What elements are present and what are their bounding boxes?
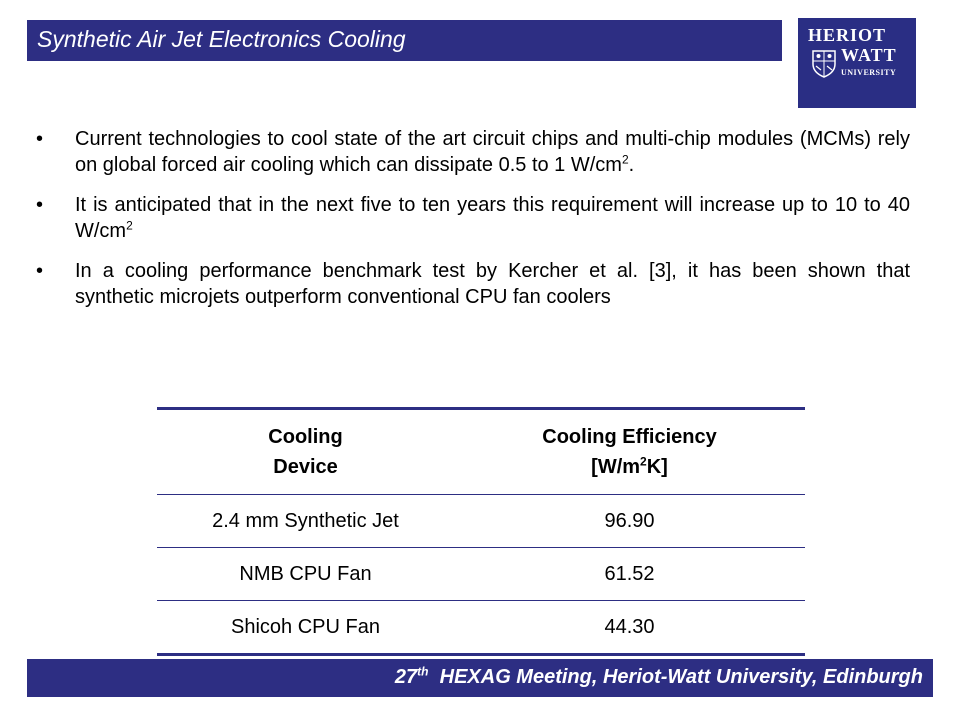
device-cell: 2.4 mm Synthetic Jet — [212, 509, 399, 532]
logo-line-heriot: HERIOT — [808, 25, 887, 45]
title-bar — [27, 20, 782, 61]
table-row — [157, 495, 805, 548]
footer-text: 27th HEXAG Meeting, Heriot-Watt University, Edinburgh — [394, 664, 923, 688]
header-cooling-device: Cooling Device — [268, 426, 343, 478]
bullet-marker: • — [36, 194, 44, 216]
footer-bar — [27, 659, 933, 697]
efficiency-cell: 96.90 — [604, 509, 655, 532]
bullet-marker: • — [36, 260, 44, 282]
cooling-table — [157, 407, 805, 656]
logo-line-watt: WATT — [841, 45, 897, 65]
table-row — [157, 548, 805, 601]
header-cooling-efficiency: Cooling Efficiency $[W/m^2K]$ — [542, 426, 717, 478]
crest-icon — [812, 50, 836, 78]
slide-title: Synthetic Air Jet Electronics Cooling — [37, 26, 406, 52]
bullet-text: In a cooling performance benchmark test by Kercher et al. [3], it has been shown that synthetic microjets outperform conventional CPU fan coolers — [75, 260, 910, 308]
logo-line-university: UNIVERSITY — [841, 68, 897, 77]
bullet-suffix: . — [628, 154, 635, 176]
bullet-item — [32, 192, 910, 244]
bullet-text: Current technologies to cool state of the art circuit chips and multi-chip modules (MCMs) rely on global forced air cooling which can dissipate 0.5 to 1 W/cm — [75, 128, 910, 176]
superscript: 2 — [126, 218, 133, 233]
superscript: 2 — [621, 152, 629, 167]
bullet-item — [32, 258, 910, 310]
table-row — [157, 601, 805, 655]
bullet-list — [32, 126, 910, 324]
device-cell: NMB CPU Fan — [239, 562, 372, 585]
heriot-watt-logo — [798, 18, 916, 108]
bullet-item — [32, 126, 910, 178]
efficiency-cell: 44.30 — [604, 615, 655, 638]
table-header-row — [157, 409, 805, 495]
efficiency-cell: 61.52 — [604, 562, 655, 585]
device-cell: Shicoh CPU Fan — [231, 615, 380, 638]
bullet-text: It is anticipated that in the next five to ten years this requirement will increase up to 10 to 40 W/cm — [75, 194, 910, 242]
bullet-marker: • — [36, 128, 44, 150]
